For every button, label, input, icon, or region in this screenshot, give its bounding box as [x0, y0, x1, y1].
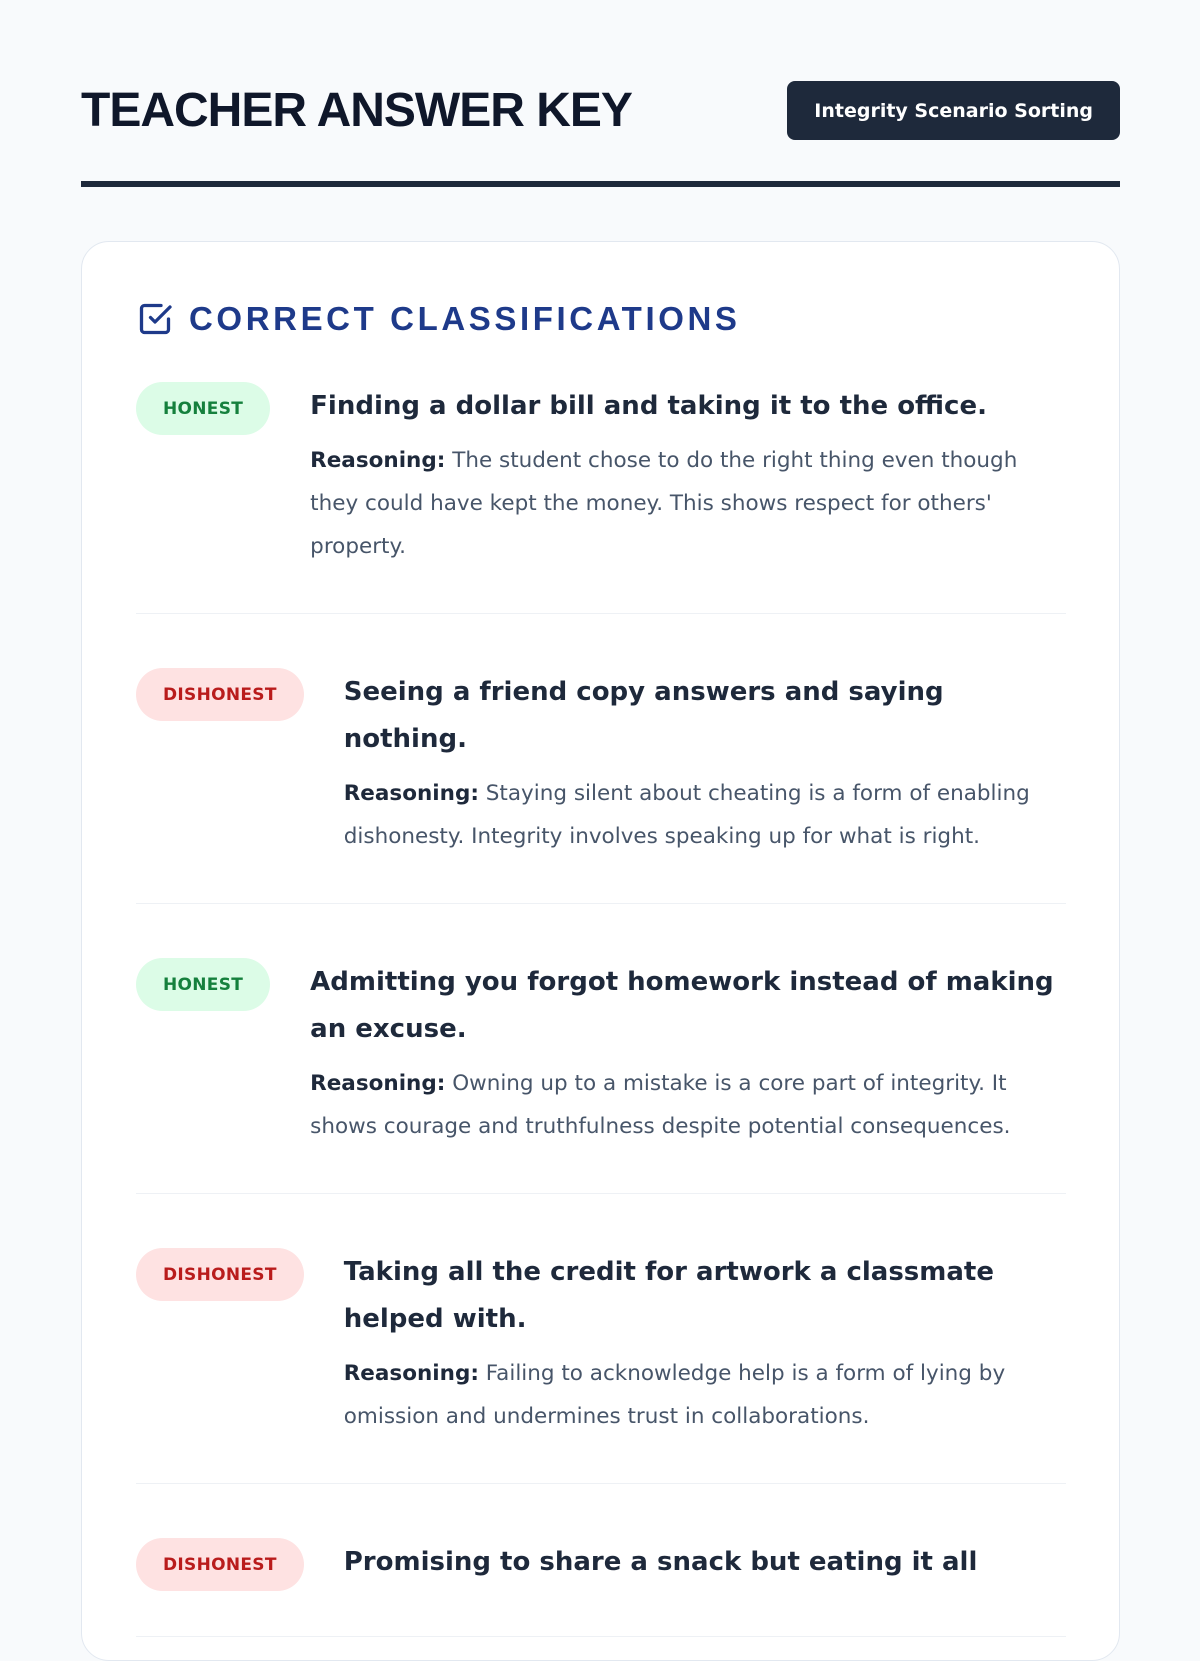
reasoning-text: Owning up to a mistake is a core part of integrity. It shows courage and truthfulness despite potential consequences.: [310, 1071, 1011, 1139]
honest-badge: HONEST: [136, 958, 270, 1011]
item-body: [344, 1248, 1066, 1438]
reasoning: [310, 1062, 1066, 1148]
section-heading: [137, 298, 741, 340]
reasoning-label: Reasoning:: [310, 1071, 446, 1096]
item-body: [344, 668, 1066, 858]
answer-key-card: [81, 241, 1120, 1661]
item-body: [310, 958, 1066, 1148]
activity-badge: Integrity Scenario Sorting: [787, 81, 1120, 140]
classification-item: [136, 1538, 1066, 1637]
classification-list: [136, 382, 1066, 1661]
reasoning: [344, 772, 1066, 858]
item-body: [344, 1538, 1066, 1586]
scenario-text: Promising to share a snack but eating it all: [343, 1547, 978, 1577]
classification-item: [136, 668, 1066, 904]
classification-item: [136, 382, 1066, 614]
scenario-text: Admitting you forgot homework instead of making an excuse.: [310, 967, 1054, 1044]
reasoning-text: Failing to acknowledge help is a form of lying by omission and undermines trust in collaborations.: [343, 1361, 1006, 1429]
scenario-text: Taking all the credit for artwork a classmate helped with.: [343, 1257, 994, 1334]
dishonest-badge: DISHONEST: [136, 668, 304, 721]
reasoning: [344, 1352, 1066, 1438]
checkbox-icon: [137, 301, 173, 337]
scenario-text: Seeing a friend copy answers and saying nothing.: [343, 677, 944, 754]
page-title: TEACHER ANSWER KEY: [81, 84, 632, 137]
honest-badge: HONEST: [136, 382, 270, 435]
scenario-text: Finding a dollar bill and taking it to the office.: [310, 391, 987, 421]
reasoning-label: Reasoning:: [343, 1361, 479, 1386]
dishonest-badge: DISHONEST: [136, 1248, 304, 1301]
reasoning-text: Staying silent about cheating is a form of enabling dishonesty. Integrity involves speaking up for what is right.: [343, 781, 1030, 849]
dishonest-badge: DISHONEST: [136, 1538, 304, 1591]
item-body: [310, 382, 1066, 568]
reasoning-text: The student chose to do the right thing even though they could have kept the money. This shows respect for others' property.: [310, 448, 1018, 559]
classification-item: [136, 1248, 1066, 1484]
classification-item: [136, 958, 1066, 1194]
reasoning-label: Reasoning:: [310, 448, 446, 473]
page-header: [81, 80, 1120, 140]
header-divider: [81, 181, 1120, 187]
section-title: CORRECT CLASSIFICATIONS: [189, 300, 741, 337]
reasoning: [310, 439, 1066, 568]
reasoning-label: Reasoning:: [343, 781, 479, 806]
